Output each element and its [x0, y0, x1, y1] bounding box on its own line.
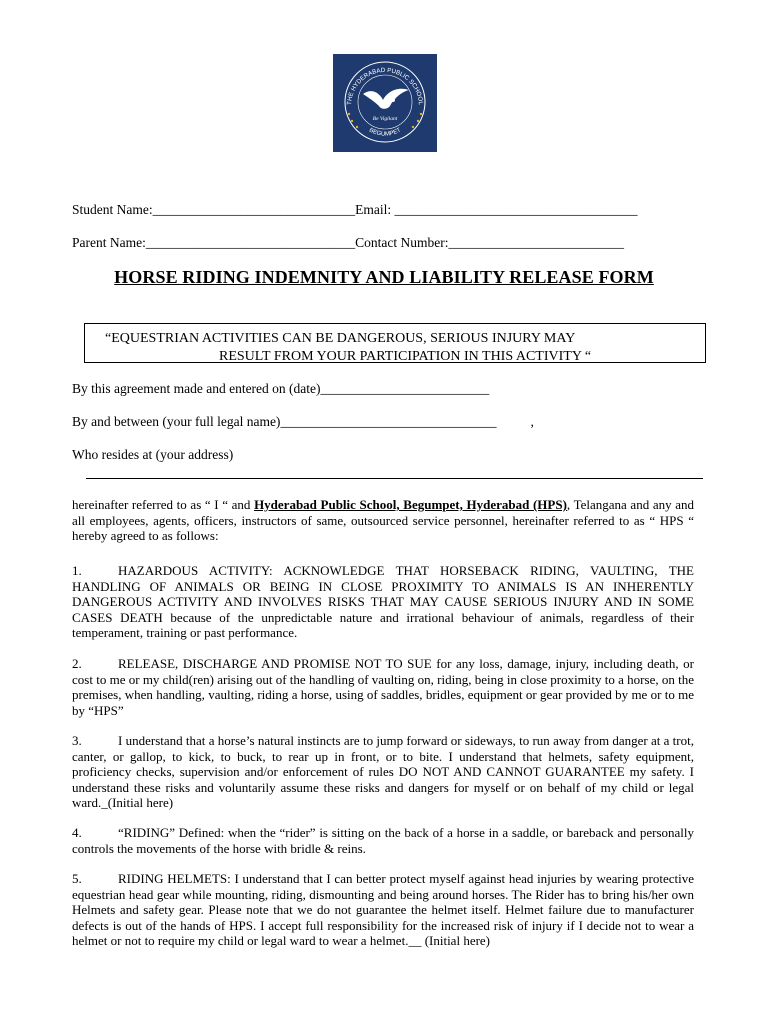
clause-text: I understand that a horse’s natural instincts are to jump forward or sideways, to run away from danger at a trot, canter, or gallop, to kick, to buck, to rear up in front, or to bite. I understand that helmets, safety equipment, proficiency checks, supervision and/or enforcement of rules DO NOT AND CANNOT GUARANTEE my safety. I understand these risks and voluntarily assume these risks and dangers for myself or on behalf of my child or legal ward._(Initial here)	[72, 733, 694, 811]
agreement-date-field[interactable]: _________________________	[320, 381, 490, 396]
clause-number: 3.	[72, 733, 82, 748]
parent-name-label: Parent Name:	[72, 235, 146, 250]
clause-number: 4.	[72, 825, 82, 840]
clause-1	[72, 563, 694, 641]
logo-location-text: BEGUMPET	[367, 127, 403, 138]
warning-line-2: RESULT FROM YOUR PARTICIPATION IN THIS ACTIVITY “	[219, 349, 592, 364]
legal-name-field[interactable]: ________________________________	[280, 414, 497, 429]
clause-text: RIDING HELMETS: I understand that I can better protect myself against head injuries by wearing protective equestrian head gear while mounting, riding, dismounting and being around horses. The Rider has to bring his/her own Helmets and safety gear. Please note that we do not guarantee the helmet itself. Helmet failure due to manufacturer defects is out of the hands of HPS. I accept full responsibility for the increased risk of injury if I decide not to wear a helmet or not to require my child or legal ward to wear a helmet.__ (Initial here)	[72, 871, 694, 949]
clause-2	[72, 656, 694, 718]
agreement-date-row	[72, 381, 489, 397]
legal-name-comma: ,	[530, 414, 534, 429]
warning-box	[84, 323, 706, 363]
clause-text: HAZARDOUS ACTIVITY: ACKNOWLEDGE THAT HORSEBACK RIDING, VAULTING, THE HANDLING OF ANIMALS OR BEING IN CLOSE PROXIMITY TO ANIMALS IS AN INHERENTLY DANGEROUS ACTIVITY AND INVOLVES RISKS THAT MAY CAUSE SERIOUS INJURY AND IN SOME CASES DEATH because of the unpredictable nature and irrational behaviour of animals, regardless of their temperament, training or past performance.	[72, 563, 694, 641]
email-field[interactable]: ____________________________________	[394, 202, 638, 217]
school-logo	[333, 54, 437, 152]
clause-3	[72, 733, 694, 811]
school-name: Hyderabad Public School, Begumpet, Hyderabad (HPS)	[254, 497, 567, 512]
contact-number-label: Contact Number:	[355, 235, 449, 250]
student-name-label: Student Name:	[72, 202, 153, 217]
clause-number: 5.	[72, 871, 82, 886]
address-field[interactable]	[86, 478, 703, 479]
address-label: Who resides at (your address)	[72, 447, 234, 462]
agreement-date-label: By this agreement made and entered on (date)	[72, 381, 321, 396]
student-email-row	[72, 202, 638, 218]
legal-name-label: By and between (your full legal name)	[72, 414, 281, 429]
clause-text: RELEASE, DISCHARGE AND PROMISE NOT TO SUE for any loss, damage, injury, including death, or cost to me or my child(ren) arising out of the handling of vaulting on, riding, being in close proximity to a horse, on the premises, when handling, vaulting, riding a horse, using of saddles, bridles, equipment or gear provided by me or to me by “HPS”	[72, 656, 694, 718]
student-name-field[interactable]: ______________________________	[152, 202, 356, 217]
logo-motto: Be Vigilant	[372, 116, 398, 122]
clause-number: 1.	[72, 563, 82, 578]
clause-4	[72, 825, 694, 856]
intro-text-1: hereinafter referred to as “ I “ and	[72, 497, 255, 512]
clause-text: “RIDING” Defined: when the “rider” is sitting on the back of a horse in a saddle, or bareback and personally controls the movements of the horse with bridle & reins.	[72, 825, 694, 856]
logo-ring-text: THE HYDERABAD PUBLIC SCHOOL	[345, 66, 425, 106]
address-row	[72, 447, 233, 463]
intro-paragraph	[72, 497, 694, 544]
parent-contact-row	[72, 235, 624, 251]
warning-line-1: “EQUESTRIAN ACTIVITIES CAN BE DANGEROUS, SERIOUS INJURY MAY	[105, 331, 576, 346]
intro-text-2: , Telangana and any and all employees, agents, officers, instructors of same, outsourced service personnel, hereinafter referred to as “ HPS “ hereby agreed to as follows:	[72, 497, 694, 544]
email-label: Email:	[355, 202, 392, 217]
legal-name-row	[72, 414, 534, 430]
clause-number: 2.	[72, 656, 82, 671]
school-crest-icon	[333, 54, 437, 152]
contact-number-field[interactable]: __________________________	[448, 235, 624, 250]
clause-5	[72, 871, 694, 949]
parent-name-field[interactable]: _______________________________	[145, 235, 356, 250]
form-title: HORSE RIDING INDEMNITY AND LIABILITY RELEASE FORM	[114, 267, 654, 287]
